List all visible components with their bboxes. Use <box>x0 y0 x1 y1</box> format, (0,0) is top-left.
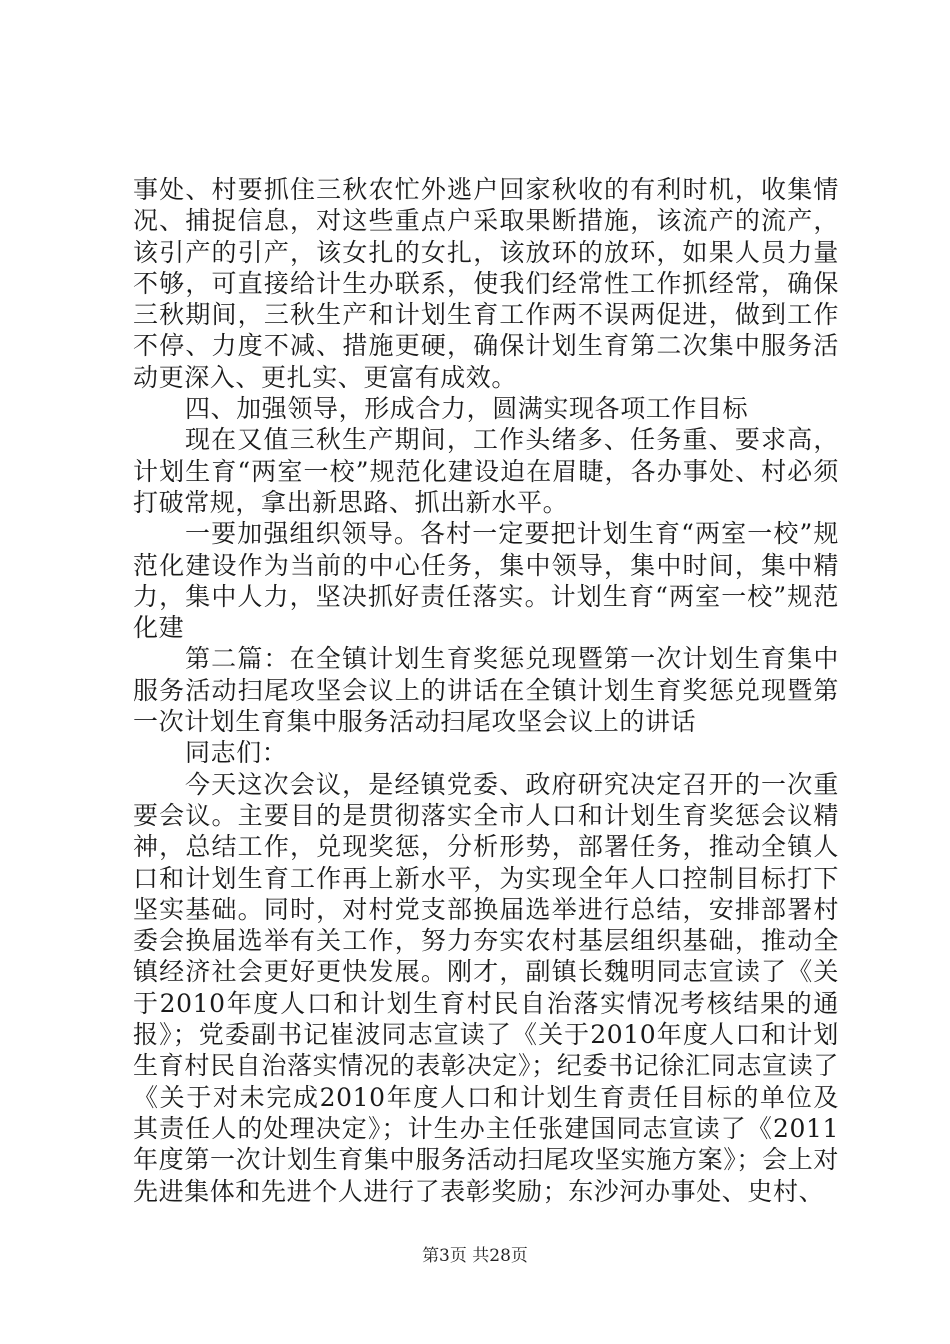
salutation: 同志们： <box>185 738 288 768</box>
section-heading: 四、加强领导，形成合力，圆满实现各项工作目标 <box>185 394 749 424</box>
page-footer: 第3页 共28页 <box>422 1246 528 1266</box>
paragraph: 今天这次会议，是经镇党委、政府研究决定召开的一次重要会议。主要目的是贯彻落实全市人口和计划生育奖惩会议精神，总结工作，兑现奖惩，分析形势，部署任务，推动全镇人口和计划生育工作再上新水平，为实现全年人口控制目标打下坚实基础。同时，对村党支部换届选举进行总结，安排部署村委会换届选举有关工作，努力夯实农村基层组织基础，推动全镇经济社会更好更快发展。刚才，副镇长魏明同志宣读了《关于2010年度人口和计划生育村民自治落实情况考核结果的通报》；党委副书记崔波同志宣读了《关于2010年度人口和计划生育村民自治落实情况的表彰决定》；纪委书记徐汇同志宣读了《关于对未完成2010年度人口和计划生育责任目标的单位及其责任人的处理决定》；计生办主任张建国同志宣读了《2011年度第一次计划生育集中服务活动扫尾攻坚实施方案》；会上对先进集体和先进个人进行了表彰奖励；东沙河办事处、史村、 <box>133 769 839 1206</box>
article-title: 第二篇：在全镇计划生育奖惩兑现暨第一次计划生育集中服务活动扫尾攻坚会议上的讲话在全镇计划生育奖惩兑现暨第一次计划生育集中服务活动扫尾攻坚会议上的讲话 <box>133 644 839 737</box>
paragraph-continuation: 事处、村要抓住三秋农忙外逃户回家秋收的有利时机，收集情况、捕捉信息，对这些重点户采取果断措施，该流产的流产，该引产的引产，该女扎的女扎，该放环的放环，如果人员力量不够，可直接给计生办联系，使我们经常性工作抓经常，确保三秋期间，三秋生产和计划生育工作两不误两促进，做到工作不停、力度不减、措施更硬，确保计划生育第二次集中服务活动更深入、更扎实、更富有成效。 <box>133 175 839 392</box>
body-text <box>133 174 839 1207</box>
paragraph: 一要加强组织领导。各村一定要把计划生育“两室一校”规范化建设作为当前的中心任务，集中领导，集中时间，集中精力，集中人力，坚决抓好责任落实。计划生育“两室一校”规范化建 <box>133 519 839 643</box>
paragraph: 现在又值三秋生产期间，工作头绪多、任务重、要求高，计划生育“两室一校”规范化建设迫在眉睫，各办事处、村必须打破常规，拿出新思路、抓出新水平。 <box>133 425 839 517</box>
